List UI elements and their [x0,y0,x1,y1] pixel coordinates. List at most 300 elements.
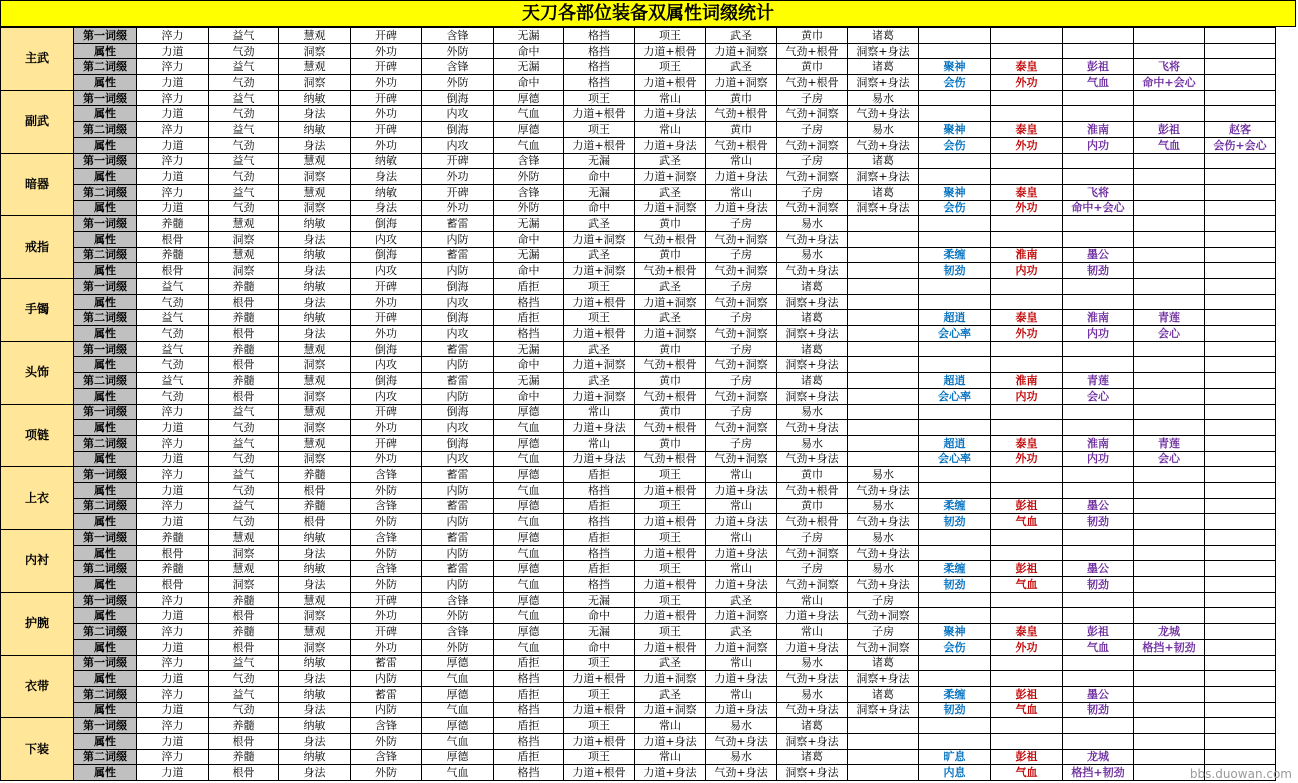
table-cell: 洞察+身法 [848,671,919,687]
empty-cell [991,530,1063,546]
empty-cell [1134,530,1205,546]
table-cell: 外功 [351,326,422,342]
table-cell: 气劲+根骨 [777,43,848,59]
row-label: 属性 [74,702,137,718]
table-cell: 外防 [351,545,422,561]
table-cell: 纳敏 [279,561,351,577]
special-attr-cell: 会心率 [919,326,991,342]
table-cell: 项王 [635,467,706,483]
table-cell: 无漏 [494,28,564,44]
table-cell [848,231,919,247]
table-cell: 倒海 [422,404,494,420]
row-label: 属性 [74,545,137,561]
table-cell: 力道+根骨 [635,482,706,498]
table-cell: 根骨 [209,765,279,781]
empty-cell [1134,733,1205,749]
table-cell: 蓄雷 [422,216,494,232]
empty-cell [919,655,991,671]
special-affix-cell: 泰皇 [991,624,1063,640]
table-cell: 外防 [422,639,494,655]
special-attr-cell: 外功 [991,75,1063,91]
special-attr-cell: 气血 [991,702,1063,718]
table-row [1,655,1276,671]
table-cell: 气劲+洞察 [706,357,777,373]
table-cell: 力道 [137,514,209,530]
table-cell: 格挡 [494,733,564,749]
table-cell: 含锋 [494,153,564,169]
table-row [1,451,1276,467]
empty-cell [919,169,991,185]
empty-cell [1205,514,1276,530]
special-attr-cell: 会心 [1134,451,1205,467]
slot-name: 暗器 [1,153,74,216]
table-cell: 力道+根骨 [635,43,706,59]
table-cell: 无漏 [494,373,564,389]
special-affix-cell: 彭祖 [1063,624,1134,640]
special-attr-cell: 会伤 [919,200,991,216]
table-cell: 武圣 [635,153,706,169]
table-cell: 气劲 [209,169,279,185]
empty-cell [991,294,1063,310]
table-cell: 内防 [422,231,494,247]
table-cell [848,216,919,232]
table-cell: 力道+洞察 [635,294,706,310]
special-attr-cell: 内功 [1063,451,1134,467]
table-cell [848,247,919,263]
special-affix-cell: 彭祖 [991,686,1063,702]
empty-cell [1205,718,1276,734]
empty-cell [1063,294,1134,310]
table-cell: 项王 [635,498,706,514]
table-cell: 益气 [209,404,279,420]
table-row [1,545,1276,561]
table-cell: 根骨 [137,545,209,561]
table-cell: 格挡 [494,765,564,781]
special-attr-cell: 会心率 [919,451,991,467]
table-cell: 盾拒 [564,530,635,546]
empty-cell [1205,184,1276,200]
special-affix-cell: 彭祖 [991,749,1063,765]
table-cell: 内防 [422,482,494,498]
table-cell: 气劲+根骨 [777,482,848,498]
table-cell: 气劲 [209,451,279,467]
empty-cell [1134,671,1205,687]
table-row [1,153,1276,169]
table-cell: 开碑 [351,122,422,138]
table-cell: 力道+根骨 [564,106,635,122]
special-affix-cell: 彭祖 [991,498,1063,514]
table-cell: 蓄雷 [422,467,494,483]
table-cell: 气劲+洞察 [777,169,848,185]
table-row [1,294,1276,310]
empty-cell [919,231,991,247]
table-cell: 子房 [706,435,777,451]
table-cell: 气血 [494,106,564,122]
empty-cell [1063,608,1134,624]
table-cell: 外功 [422,200,494,216]
table-cell: 厚德 [422,655,494,671]
empty-cell [1134,153,1205,169]
table-cell: 力道+根骨 [564,671,635,687]
table-row [1,702,1276,718]
table-cell: 淬力 [137,122,209,138]
row-label: 第二词缀 [74,749,137,765]
table-cell: 力道+身法 [777,608,848,624]
table-cell: 命中 [494,231,564,247]
table-cell: 常山 [706,686,777,702]
table-cell: 洞察 [279,451,351,467]
empty-cell [1063,106,1134,122]
table-cell: 内攻 [422,294,494,310]
table-cell: 格挡 [564,482,635,498]
table-cell: 力道 [137,420,209,436]
empty-cell [1134,718,1205,734]
table-cell: 厚德 [494,624,564,640]
empty-cell [1063,420,1134,436]
table-cell: 倒海 [351,373,422,389]
empty-cell [1063,169,1134,185]
table-cell: 倒海 [422,122,494,138]
special-attr-cell: 会伤 [919,639,991,655]
special-affix-cell: 聚神 [919,184,991,200]
empty-cell [991,733,1063,749]
table-cell: 养髓 [137,247,209,263]
table-cell: 洞察 [209,545,279,561]
empty-cell [1205,75,1276,91]
table-cell: 益气 [209,435,279,451]
table-cell [848,263,919,279]
table-cell: 养髓 [209,310,279,326]
table-cell [848,388,919,404]
empty-cell [1134,169,1205,185]
table-cell: 诸葛 [777,749,848,765]
table-cell: 力道+身法 [635,733,706,749]
special-attr-cell: 韧劲 [919,263,991,279]
table-cell: 纳敏 [279,718,351,734]
table-cell: 气劲+身法 [777,451,848,467]
table-cell: 外功 [351,43,422,59]
table-cell: 慧观 [279,624,351,640]
table-cell: 根骨 [209,357,279,373]
table-cell: 养髓 [137,530,209,546]
special-affix-cell: 彭祖 [1134,122,1205,138]
table-cell: 开碑 [351,59,422,75]
empty-cell [1134,686,1205,702]
table-cell [848,451,919,467]
table-cell: 淬力 [137,655,209,671]
empty-cell [919,718,991,734]
table-cell: 开碑 [422,184,494,200]
table-cell: 项王 [564,122,635,138]
table-cell: 易水 [848,498,919,514]
table-cell: 洞察+身法 [848,169,919,185]
empty-cell [991,718,1063,734]
table-cell: 洞察+身法 [777,357,848,373]
table-cell: 气血 [494,451,564,467]
table-row [1,184,1276,200]
slot-name: 主武 [1,28,74,91]
table-row [1,733,1276,749]
table-cell: 淬力 [137,404,209,420]
table-cell: 项王 [635,561,706,577]
table-cell: 无漏 [494,341,564,357]
special-affix-cell: 淮南 [991,373,1063,389]
special-attr-cell: 内功 [991,263,1063,279]
table-cell: 纳敏 [279,310,351,326]
special-attr-cell: 内息 [919,765,991,781]
empty-cell [919,420,991,436]
table-row [1,435,1276,451]
table-row [1,247,1276,263]
table-cell: 盾拒 [494,686,564,702]
table-row [1,467,1276,483]
empty-cell [1134,247,1205,263]
table-cell: 黄巾 [777,467,848,483]
special-affix-cell: 柔缠 [919,561,991,577]
table-row [1,310,1276,326]
table-cell: 气劲+洞察 [706,294,777,310]
table-cell: 诸葛 [777,310,848,326]
row-label: 第一词缀 [74,718,137,734]
table-cell: 黄巾 [706,90,777,106]
table-cell: 诸葛 [848,59,919,75]
slot-name: 衣带 [1,655,74,718]
table-cell: 益气 [209,90,279,106]
table-cell: 盾拒 [494,749,564,765]
table-cell: 易水 [777,404,848,420]
table-cell: 益气 [209,498,279,514]
table-cell: 项王 [564,686,635,702]
table-row [1,216,1276,232]
empty-cell [1205,404,1276,420]
table-cell: 黄巾 [777,498,848,514]
table-row [1,137,1276,153]
table-cell: 气劲+洞察 [777,577,848,593]
table-cell: 常山 [706,498,777,514]
table-cell: 易水 [848,122,919,138]
special-attr-cell: 会伤 [919,75,991,91]
table-cell: 含锋 [422,624,494,640]
special-attr-cell: 外功 [991,200,1063,216]
table-cell: 含锋 [351,467,422,483]
table-cell: 力道+身法 [706,671,777,687]
table-cell: 气血 [422,702,494,718]
empty-cell [1063,733,1134,749]
empty-cell [1205,733,1276,749]
table-row [1,718,1276,734]
table-cell: 气劲 [137,388,209,404]
table-cell: 含锋 [351,718,422,734]
table-cell: 力道 [137,702,209,718]
table-cell: 慧观 [279,435,351,451]
table-row [1,75,1276,91]
table-cell: 力道+身法 [706,482,777,498]
special-attr-cell: 会心 [1134,326,1205,342]
table-row [1,279,1276,295]
empty-cell [1134,577,1205,593]
row-label: 属性 [74,169,137,185]
empty-cell [1063,655,1134,671]
table-cell: 蓄雷 [422,247,494,263]
special-affix-cell: 旷息 [919,749,991,765]
table-cell: 根骨 [209,608,279,624]
table-cell: 慧观 [279,373,351,389]
table-cell: 盾拒 [494,279,564,295]
table-cell: 外防 [351,765,422,781]
row-label: 第二词缀 [74,310,137,326]
table-cell: 根骨 [279,514,351,530]
empty-cell [1205,310,1276,326]
empty-cell [1205,373,1276,389]
empty-cell [1134,498,1205,514]
table-cell: 黄巾 [635,404,706,420]
empty-cell [1205,279,1276,295]
table-cell: 纳敏 [351,184,422,200]
table-cell: 子房 [777,153,848,169]
table-cell: 力道+洞察 [564,231,635,247]
table-cell: 益气 [209,467,279,483]
row-label: 第二词缀 [74,624,137,640]
table-cell: 内攻 [422,137,494,153]
table-cell: 气劲+根骨 [635,420,706,436]
empty-cell [1134,279,1205,295]
empty-cell [1063,545,1134,561]
empty-cell [1205,169,1276,185]
special-affix-cell: 墨公 [1063,498,1134,514]
table-cell [848,404,919,420]
table-cell: 纳敏 [279,530,351,546]
table-cell: 养髓 [279,498,351,514]
empty-cell [919,106,991,122]
table-cell: 力道+洞察 [635,702,706,718]
table-cell: 项王 [564,655,635,671]
table-cell: 开碑 [351,435,422,451]
table-cell: 厚德 [494,404,564,420]
table-cell: 命中 [494,43,564,59]
table-cell: 力道+身法 [635,765,706,781]
table-cell: 厚德 [494,498,564,514]
table-cell: 气劲+洞察 [777,106,848,122]
table-cell: 洞察+身法 [848,200,919,216]
slot-name: 手镯 [1,279,74,342]
table-cell: 慧观 [209,247,279,263]
table-cell: 根骨 [209,294,279,310]
table-cell: 内防 [422,577,494,593]
table-cell: 淬力 [137,59,209,75]
empty-cell [1063,28,1134,44]
table-cell: 力道+洞察 [706,43,777,59]
table-cell: 武圣 [564,216,635,232]
table-cell: 开碑 [351,90,422,106]
table-row [1,388,1276,404]
table-cell: 气劲+根骨 [635,263,706,279]
table-cell: 慧观 [279,404,351,420]
table-cell [848,294,919,310]
slot-name: 头饰 [1,341,74,404]
table-cell: 蓄雷 [422,498,494,514]
table-cell: 纳敏 [279,90,351,106]
empty-cell [919,404,991,420]
empty-cell [1205,686,1276,702]
table-cell: 常山 [564,435,635,451]
table-cell: 洞察+身法 [777,326,848,342]
table-cell: 纳敏 [279,655,351,671]
empty-cell [919,279,991,295]
table-cell: 无漏 [494,247,564,263]
table-cell: 蓄雷 [351,686,422,702]
special-affix-cell: 柔缠 [919,498,991,514]
table-cell: 力道+根骨 [564,326,635,342]
table-cell: 气劲+身法 [777,231,848,247]
table-cell: 项王 [564,718,635,734]
table-cell: 力道+身法 [564,451,635,467]
table-cell: 无漏 [494,216,564,232]
table-row [1,514,1276,530]
empty-cell [919,608,991,624]
table-cell: 倒海 [351,247,422,263]
table-row [1,686,1276,702]
table-row [1,326,1276,342]
table-cell: 含锋 [422,592,494,608]
empty-cell [1134,702,1205,718]
table-cell: 武圣 [635,655,706,671]
table-cell: 气劲+身法 [848,577,919,593]
table-cell: 盾拒 [564,467,635,483]
table-cell: 身法 [279,294,351,310]
table-cell: 力道 [137,639,209,655]
table-cell: 项王 [635,530,706,546]
empty-cell [919,545,991,561]
table-cell: 内攻 [351,231,422,247]
table-cell: 武圣 [564,373,635,389]
slot-name: 项链 [1,404,74,467]
table-cell: 格挡 [494,326,564,342]
empty-cell [991,216,1063,232]
table-cell: 黄巾 [635,435,706,451]
table-cell: 黄巾 [635,373,706,389]
table-cell: 淬力 [137,28,209,44]
table-cell: 内攻 [422,451,494,467]
table-cell: 气劲+洞察 [777,137,848,153]
table-row [1,671,1276,687]
special-attr-cell: 韧劲 [919,577,991,593]
table-cell: 根骨 [209,639,279,655]
table-cell: 力道+根骨 [635,75,706,91]
row-label: 属性 [74,514,137,530]
table-cell: 常山 [777,592,848,608]
special-affix-cell: 柔缠 [919,686,991,702]
table-cell: 洞察 [279,420,351,436]
table-cell: 外功 [351,608,422,624]
row-label: 属性 [74,326,137,342]
empty-cell [991,43,1063,59]
table-cell: 子房 [777,90,848,106]
empty-cell [1205,530,1276,546]
special-affix-cell: 超逍 [919,373,991,389]
table-cell: 外防 [494,200,564,216]
table-row [1,43,1276,59]
table-cell: 武圣 [706,624,777,640]
row-label: 属性 [74,608,137,624]
table-cell: 气血 [422,733,494,749]
table-cell: 气劲+洞察 [706,451,777,467]
table-cell: 外功 [351,294,422,310]
table-cell: 常山 [564,404,635,420]
table-cell: 命中 [564,200,635,216]
empty-cell [1205,451,1276,467]
table-cell: 力道+根骨 [635,639,706,655]
table-cell: 淬力 [137,624,209,640]
